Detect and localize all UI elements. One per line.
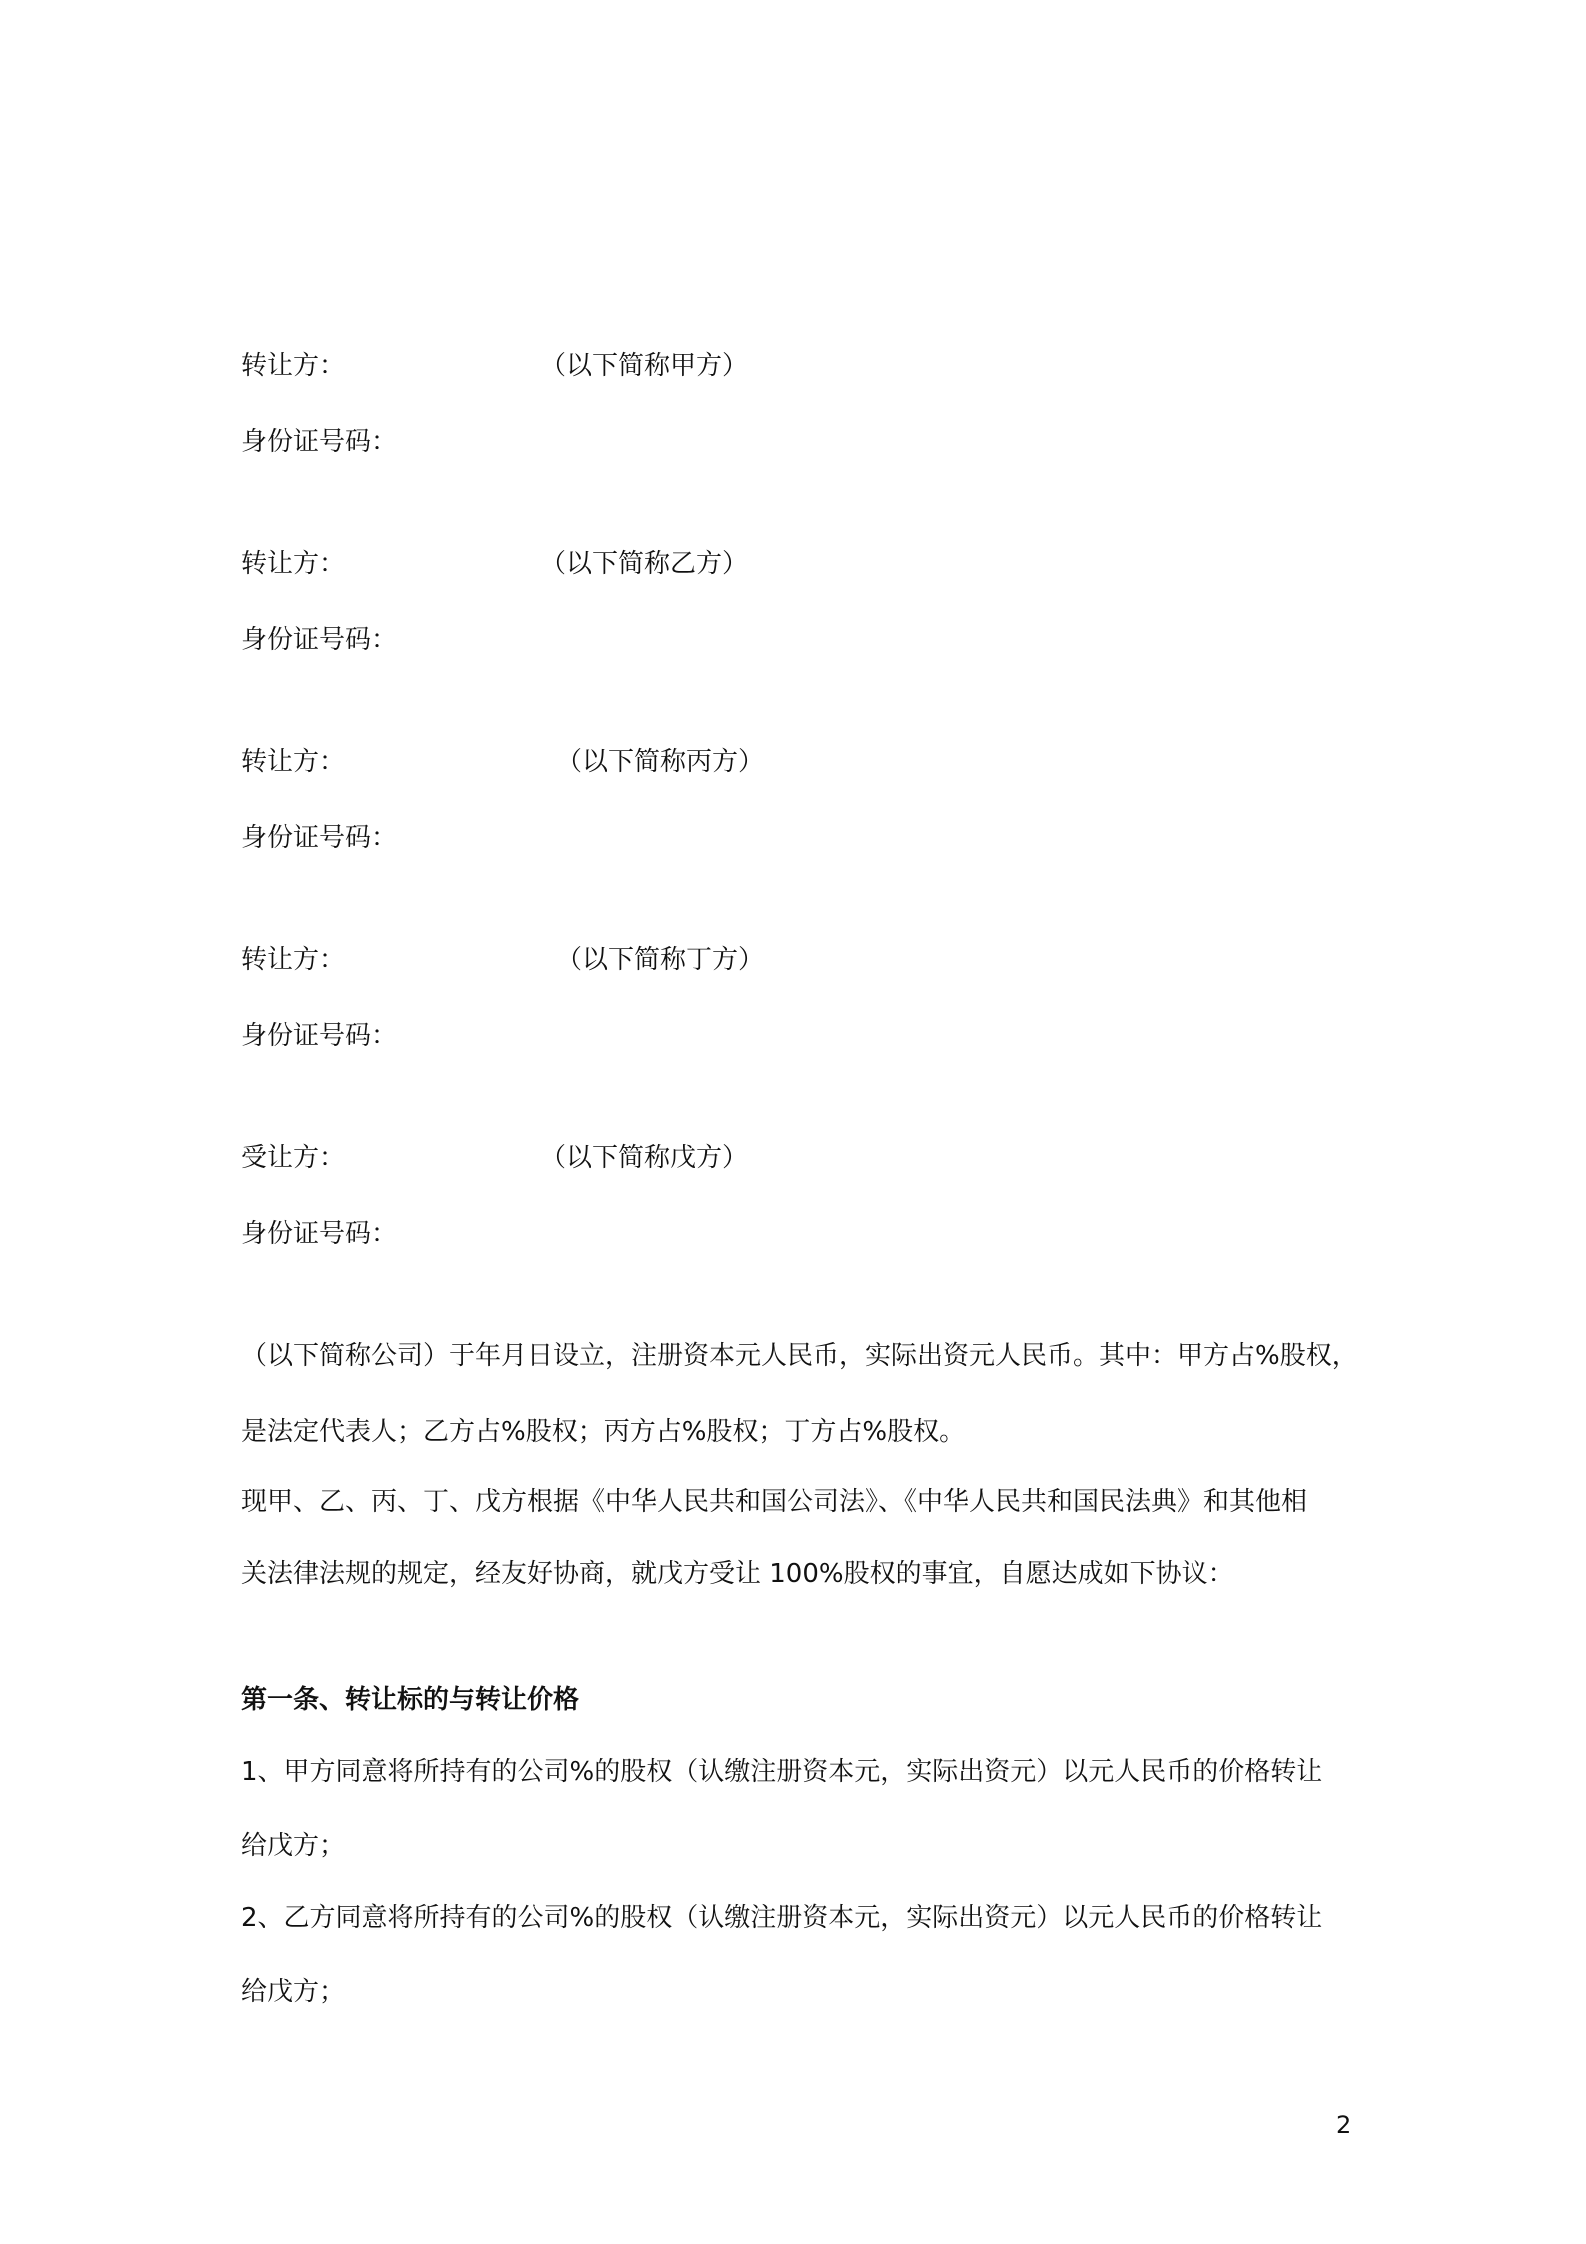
party-5-label: 受让方： bbox=[241, 1143, 346, 1173]
party-2-alias: （以下简称乙方） bbox=[540, 549, 749, 579]
article-1-item-1-line-1: 1、甲方同意将所持有的公司%的股权（认缴注册资本元，实际出资元）以元人民币的价格转让 bbox=[241, 1757, 1323, 1787]
party-4-label: 转让方： bbox=[241, 945, 346, 975]
intro-line-2: 是法定代表人；乙方占%股权；丙方占%股权；丁方占%股权。 bbox=[241, 1417, 966, 1447]
article-1-item-2-line-1: 2、乙方同意将所持有的公司%的股权（认缴注册资本元，实际出资元）以元人民币的价格转让 bbox=[241, 1903, 1323, 1933]
intro-line-3: 现甲、乙、丙、丁、戊方根据《中华人民共和国公司法》、《中华人民共和国民法典》和其他相 bbox=[241, 1487, 1308, 1517]
party-5-id-label: 身份证号码： bbox=[241, 1219, 398, 1249]
intro-line-4: 关法律法规的规定，经友好协商，就戊方受让 100%股权的事宜，自愿达成如下协议： bbox=[241, 1559, 1234, 1589]
article-1-item-1-line-2: 给戊方； bbox=[241, 1831, 346, 1861]
party-4-alias: （以下简称丁方） bbox=[556, 945, 765, 975]
party-4-id-label: 身份证号码： bbox=[241, 1021, 398, 1051]
page-number: 2 bbox=[1336, 2111, 1352, 2139]
party-5-alias: （以下简称戊方） bbox=[540, 1143, 749, 1173]
party-2-label: 转让方： bbox=[241, 549, 346, 579]
article-1-title: 第一条、转让标的与转让价格 bbox=[241, 1685, 580, 1715]
party-3-alias: （以下简称丙方） bbox=[556, 747, 765, 777]
article-1-item-2-line-2: 给戊方； bbox=[241, 1977, 346, 2007]
intro-line-1: （以下简称公司）于年月日设立，注册资本元人民币，实际出资元人民币。其中：甲方占%股权， bbox=[241, 1341, 1358, 1371]
party-3-id-label: 身份证号码： bbox=[241, 823, 398, 853]
party-1-id-label: 身份证号码： bbox=[241, 427, 398, 457]
party-2-id-label: 身份证号码： bbox=[241, 625, 398, 655]
party-3-label: 转让方： bbox=[241, 747, 346, 777]
party-1-alias: （以下简称甲方） bbox=[540, 351, 749, 381]
party-1-label: 转让方： bbox=[241, 351, 346, 381]
